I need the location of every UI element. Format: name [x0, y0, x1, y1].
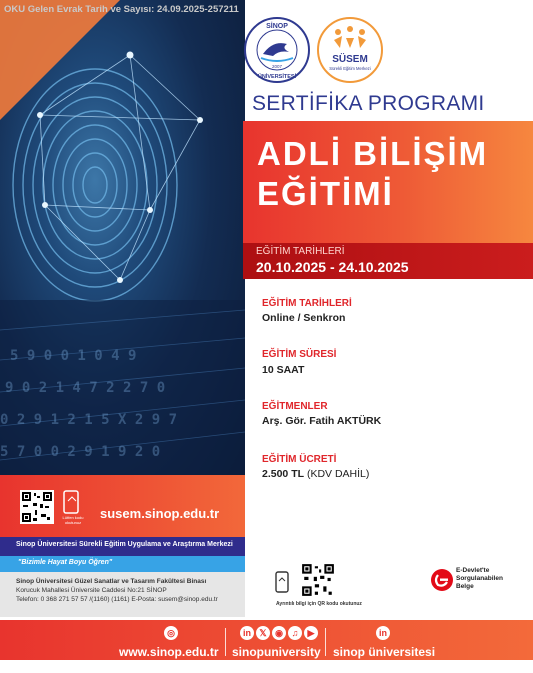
- dates-label: EĞİTİM TARİHLERİ: [256, 246, 345, 257]
- center-name: Sinop Üniversitesi Sürekli Eğitim Uygulama ve Araştırma Merkezi: [16, 541, 233, 548]
- qr-info-caption: Ayrıntılı bilgi için QR kodu okutunuz: [276, 601, 362, 607]
- footer-website-link[interactable]: www.sinop.edu.tr: [119, 645, 219, 659]
- qr-hint: [60, 515, 86, 525]
- sinop-logo-top-text: SİNOP: [266, 23, 288, 30]
- motto-text: "Bizimle Hayat Boyu Öğren": [18, 559, 113, 566]
- info-value-instructors: Arş. Gör. Fatih AKTÜRK: [262, 415, 382, 427]
- e-devlet-line-2: Sorgulanabilen: [456, 575, 503, 582]
- document-stamp: OKU Gelen Evrak Tarih ve Sayısı: 24.09.2025-257211: [4, 4, 239, 15]
- susem-logo-name: SÜSEM: [332, 54, 368, 65]
- sinop-logo-bottom-text: ÜNİVERSİTESİ: [257, 74, 297, 80]
- qr-code[interactable]: [20, 490, 54, 524]
- fee-note: (KDV DAHİL): [304, 468, 370, 480]
- linkedin-icon[interactable]: in: [376, 626, 390, 640]
- footer-divider: [325, 628, 326, 656]
- qr-hint-line-1: Lütfen kodu: [62, 515, 84, 520]
- globe-icon: ◎: [164, 626, 178, 640]
- e-devlet-label: [456, 567, 503, 591]
- address-line-3: Telefon: 0 368 271 57 57 /(1160) (1161) E-Posta: susem@sinop.edu.tr: [16, 596, 218, 603]
- corner-accent: [0, 0, 120, 120]
- x-icon[interactable]: 𝕏: [256, 626, 270, 640]
- e-devlet-line-3: Belge: [456, 583, 474, 590]
- footer-divider: [225, 628, 226, 656]
- motto-bar: [0, 556, 245, 572]
- instagram-icon[interactable]: ◉: [272, 626, 286, 640]
- susem-strip: [0, 475, 245, 537]
- title-line-2: EĞİTİMİ: [257, 175, 394, 212]
- title-line-1: ADLİ BİLİŞİM: [257, 135, 489, 172]
- info-value-fee: [262, 468, 369, 480]
- info-label-duration: EĞİTİM SÜRESİ: [262, 349, 337, 360]
- footer-linkedin-link[interactable]: sinop üniversitesi: [333, 645, 436, 659]
- sinop-logo-year: 2007: [271, 64, 283, 69]
- info-value-format: Online / Senkron: [262, 312, 346, 324]
- svg-text:0 2 9 1 2 1 5 X 2 9 7: 0 2 9 1 2 1 5 X 2 9 7: [0, 412, 178, 428]
- info-label-fee: EĞİTİM ÜCRETİ: [262, 454, 337, 465]
- dates-banner: [243, 243, 533, 279]
- footer: [0, 620, 533, 660]
- sinop-university-logo: [243, 16, 311, 84]
- susem-website-link[interactable]: susem.sinop.edu.tr: [100, 506, 220, 521]
- susem-logo: [316, 16, 384, 84]
- address-line-2: Korucuk Mahallesi Üniversite Caddesi No:21 SİNOP: [16, 587, 167, 594]
- e-devlet-line-1: E-Devlet'te: [456, 567, 490, 574]
- dates-value: 20.10.2025 - 24.10.2025: [256, 259, 409, 275]
- e-devlet-logo: [430, 568, 454, 592]
- app-icon[interactable]: ♫: [288, 626, 302, 640]
- info-label-instructors: EĞİTMENLER: [262, 401, 328, 412]
- youtube-icon[interactable]: ▶: [304, 626, 318, 640]
- program-label: SERTİFİKA PROGRAMI: [252, 92, 485, 115]
- address-block: [0, 572, 245, 617]
- center-name-bar: [0, 537, 245, 556]
- fee-amount: 2.500 TL: [262, 468, 305, 480]
- svg-text:9 0 2 1 4 7 2 2 7 0: 9 0 2 1 4 7 2 2 7 0: [5, 380, 166, 396]
- qr-code[interactable]: [300, 562, 336, 598]
- phone-scan-icon: [272, 570, 294, 598]
- title-block: [243, 121, 533, 243]
- info-label-format: EĞİTİM TARİHLERİ: [262, 298, 352, 309]
- susem-logo-sub: Sürekli Eğitim Merkezi: [329, 66, 371, 71]
- qr-hint-line-2: okutunuz: [64, 520, 82, 525]
- info-value-duration: 10 SAAT: [262, 364, 305, 376]
- address-line-1: Sinop Üniversitesi Güzel Sanatlar ve Tasarım Fakültesi Binası: [16, 578, 207, 585]
- footer-social-handle[interactable]: sinopuniversity: [232, 645, 321, 659]
- svg-text:5 7 0 0 2 9 1 9 2 0: 5 7 0 0 2 9 1 9 2 0: [0, 444, 161, 460]
- svg-text:5 9 0 0 1 0 4 9: 5 9 0 0 1 0 4 9: [10, 348, 137, 364]
- linkedin-icon[interactable]: in: [240, 626, 254, 640]
